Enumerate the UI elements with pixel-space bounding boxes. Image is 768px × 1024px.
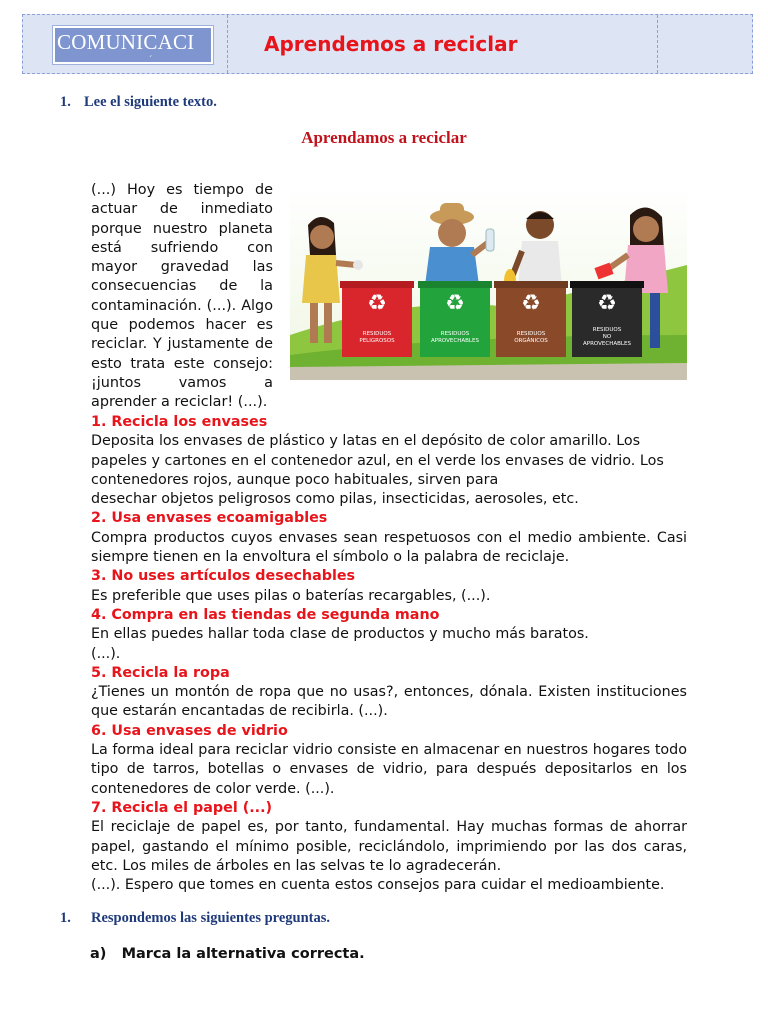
instruction-1-number: 1. bbox=[60, 94, 71, 110]
recycle-icon: ♻ bbox=[521, 291, 541, 316]
page-title: Aprendemos a reciclar bbox=[264, 32, 518, 56]
section-4-title: 4. Compra en las tiendas de segunda mano bbox=[91, 606, 440, 623]
recycle-icon: ♻ bbox=[367, 291, 387, 316]
bin-black-label-2: NO bbox=[602, 334, 612, 340]
header-divider bbox=[657, 15, 658, 73]
bin-red-label-2: PELIGROSOS bbox=[359, 338, 395, 344]
section-3-line-1: Es preferible que uses pilas o baterías recargables, (...). bbox=[91, 587, 491, 604]
bin-brown bbox=[494, 281, 568, 357]
instruction-1-text: Lee el siguiente texto. bbox=[84, 94, 217, 110]
subject-logo-text: COMUNICACI bbox=[57, 30, 195, 54]
section-4-line-1: En ellas puedes hallar toda clase de productos y mucho más baratos. bbox=[91, 626, 589, 643]
bin-green-label-1: RESIDUOS bbox=[440, 331, 470, 337]
section-5-line-1: ¿Tienes un montón de ropa que no usas?, entonces, dónala. Existen instituciones que estarán encantadas de recibirla. (...). bbox=[91, 684, 687, 720]
section-7-line-1: El reciclaje de papel es, por tanto, fundamental. Hay muchas formas de ahorrar papel, gastando el mínimo posible, reciclándolo, imprimiendo por las dos caras, etc. Los miles de árboles en las selvas te lo agradecerán. bbox=[91, 819, 687, 874]
logo-accent-mark: ´ bbox=[149, 55, 153, 64]
section-7-line-2: (...). Espero que tomes en cuenta estos consejos para cuidar el medioambiente. bbox=[91, 877, 665, 894]
header-banner bbox=[22, 14, 753, 74]
bin-brown-label-2: ORGÁNICOS bbox=[514, 338, 548, 344]
section-1-line-1: Deposita los envases de plástico y latas en el depósito de color amarillo. Los papeles y cartones en el contenedor azul, en el verde los envases de vidrio. Los contenedores rojos, aunque poco habituales, sirven para bbox=[91, 433, 664, 488]
intro-paragraph: (...) Hoy es tiempo de actuar de inmediato porque nuestro planeta está sufriendo con mayor gravedad las consecuencias de la contaminación. (...). Algo que podemos hacer es reciclar. Y justamente de esto trata este consejo: ¡juntos vamos a aprender a reciclar! (...). bbox=[91, 182, 273, 411]
reading-title: Aprendamos a reciclar bbox=[301, 128, 467, 147]
question-a bbox=[90, 946, 365, 962]
question-a-label: a) bbox=[90, 946, 107, 962]
section-7-title: 7. Recicla el papel (...) bbox=[91, 799, 273, 816]
question-a-text: Marca la alternativa correcta. bbox=[121, 946, 365, 962]
section-2-line-1: Compra productos cuyos envases sean respetuosos con el medio ambiente. Casi siempre tienen en la envoltura el símbolo o la palabra de reciclaje. bbox=[91, 529, 687, 566]
bin-brown-label-1: RESIDUOS bbox=[516, 331, 546, 337]
instruction-2-number: 1. bbox=[60, 910, 71, 926]
bin-green-label-2: APROVECHABLES bbox=[431, 338, 479, 344]
recycle-icon: ♻ bbox=[445, 291, 465, 316]
bin-black-label-3: APROVECHABLES bbox=[583, 341, 631, 347]
instruction-2-text: Respondemos las siguientes preguntas. bbox=[91, 910, 331, 926]
section-5-title: 5. Recicla la ropa bbox=[91, 664, 230, 681]
section-2-title: 2. Usa envases ecoamigables bbox=[91, 510, 328, 527]
bin-red-label-1: RESIDUOS bbox=[362, 331, 392, 337]
section-1-line-2: desechar objetos peligrosos como pilas, insecticidas, aerosoles, etc. bbox=[91, 491, 579, 508]
section-1-title: 1. Recicla los envases bbox=[91, 414, 268, 430]
header-divider bbox=[227, 15, 228, 73]
section-6-title: 6. Usa envases de vidrio bbox=[91, 722, 288, 739]
recycle-icon: ♻ bbox=[597, 291, 617, 316]
reading-body bbox=[91, 413, 687, 895]
bin-black-label-1: RESIDUOS bbox=[592, 327, 622, 333]
bin-green bbox=[418, 281, 492, 357]
section-6-line-1: La forma ideal para reciclar vidrio consiste en almacenar en nuestros hogares todo tipo de tarros, botellas o envases de vidrio, para después depositarlos en los contenedores de color verde. (...). bbox=[91, 742, 687, 797]
recycling-illustration bbox=[290, 185, 687, 380]
bin-black bbox=[570, 281, 644, 357]
section-3-title: 3. No uses artículos desechables bbox=[91, 568, 356, 585]
bin-red bbox=[340, 281, 414, 357]
section-4-line-2: (...). bbox=[91, 645, 121, 662]
subject-logo bbox=[53, 26, 213, 64]
